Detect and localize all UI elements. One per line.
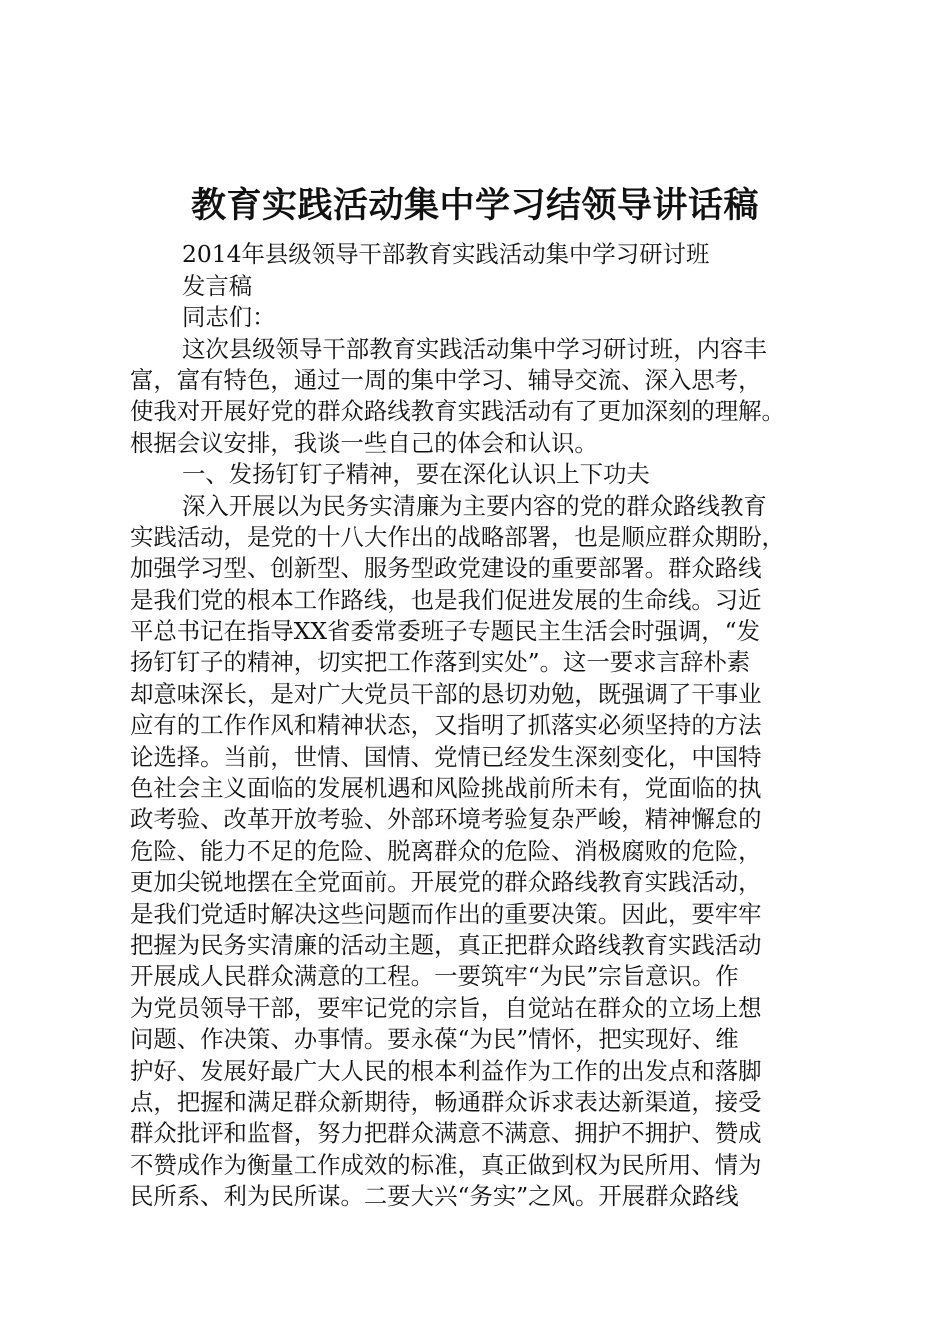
text-line: 政考验、改革开放考验、外部环境考验复杂严峻，精神懈怠的 bbox=[130, 805, 762, 834]
text-line: 护好、发展好最广大人民的根本利益作为工作的出发点和落脚 bbox=[130, 1056, 762, 1085]
text-line: 点，把握和满足群众新期待，畅通群众诉求表达新渠道，接受 bbox=[130, 1087, 762, 1116]
text-line: 是我们党的根本工作路线，也是我们促进发展的生命线。习近 bbox=[130, 585, 762, 614]
text-line: 富，富有特色，通过一周的集中学习、辅导交流、深入思考， bbox=[130, 365, 762, 394]
text-line: 平总书记在指导XX省委常委班子专题民主生活会时强调，“发 bbox=[130, 617, 761, 646]
text-line: 论选择。当前，世情、国情、党情已经发生深刻变化，中国特 bbox=[130, 742, 762, 771]
text-line: 实践活动，是党的十八大作出的战略部署，也是顺应群众期盼， bbox=[130, 522, 785, 551]
text-line: 应有的工作作风和精神状态，又指明了抓落实必须坚持的方法 bbox=[130, 711, 762, 740]
text-line: 深入开展以为民务实清廉为主要内容的党的群众路线教育 bbox=[182, 491, 767, 520]
text-line: 这次县级领导干部教育实践活动集中学习研讨班，内容丰 bbox=[182, 334, 767, 363]
text-line: 危险、能力不足的危险、脱离群众的危险、消极腐败的危险， bbox=[130, 836, 762, 865]
text-line: 同志们： bbox=[182, 303, 276, 332]
text-line: 却意味深长，是对广大党员干部的恳切劝勉，既强调了干事业 bbox=[130, 679, 762, 708]
text-line: 是我们党适时解决这些问题而作出的重要决策。因此，要牢牢 bbox=[130, 899, 762, 928]
text-line: 不赞成作为衡量工作成效的标准，真正做到权为民所用、情为 bbox=[130, 1150, 762, 1179]
text-line: 把握为民务实清廉的活动主题，真正把群众路线教育实践活动 bbox=[130, 930, 762, 959]
document-title: 教育实践活动集中学习结领导讲话稿 bbox=[190, 185, 759, 226]
text-line: 民所系、利为民所谋。二要大兴“务实”之风。开展群众路线 bbox=[130, 1182, 739, 1211]
text-line: 发言稿 bbox=[182, 271, 253, 300]
text-line: 加强学习型、创新型、服务型政党建设的重要部署。群众路线 bbox=[130, 554, 762, 583]
text-line bbox=[130, 208, 840, 239]
text-line: 扬钉钉子的精神，切实把工作落到实处”。这一要求言辞朴素 bbox=[130, 648, 751, 677]
text-line: 开展成人民群众满意的工程。一要筑牢“为民”宗旨意识。作 bbox=[130, 962, 739, 991]
text-line: 更加尖锐地摆在全党面前。开展党的群众路线教育实践活动， bbox=[130, 868, 762, 897]
text-line: 根据会议安排，我谈一些自己的体会和认识。 bbox=[130, 428, 598, 457]
text-line: 一、发扬钉钉子精神，要在深化认识上下功夫 bbox=[182, 460, 650, 489]
text-line: 问题、作决策、办事情。要永葆“为民”情怀，把实现好、维 bbox=[130, 1025, 739, 1054]
text-line: 为党员领导干部，要牢记党的宗旨，自觉站在群众的立场上想 bbox=[130, 993, 762, 1022]
text-line: 2014年县级领导干部教育实践活动集中学习研讨班 bbox=[182, 240, 710, 269]
document-body bbox=[130, 208, 840, 1213]
text-line: 使我对开展好党的群众路线教育实践活动有了更加深刻的理解。 bbox=[130, 397, 785, 426]
text-line: 群众批评和监督，努力把群众满意不满意、拥护不拥护、赞成 bbox=[130, 1119, 762, 1148]
text-line: 色社会主义面临的发展机遇和风险挑战前所未有，党面临的执 bbox=[130, 774, 762, 803]
